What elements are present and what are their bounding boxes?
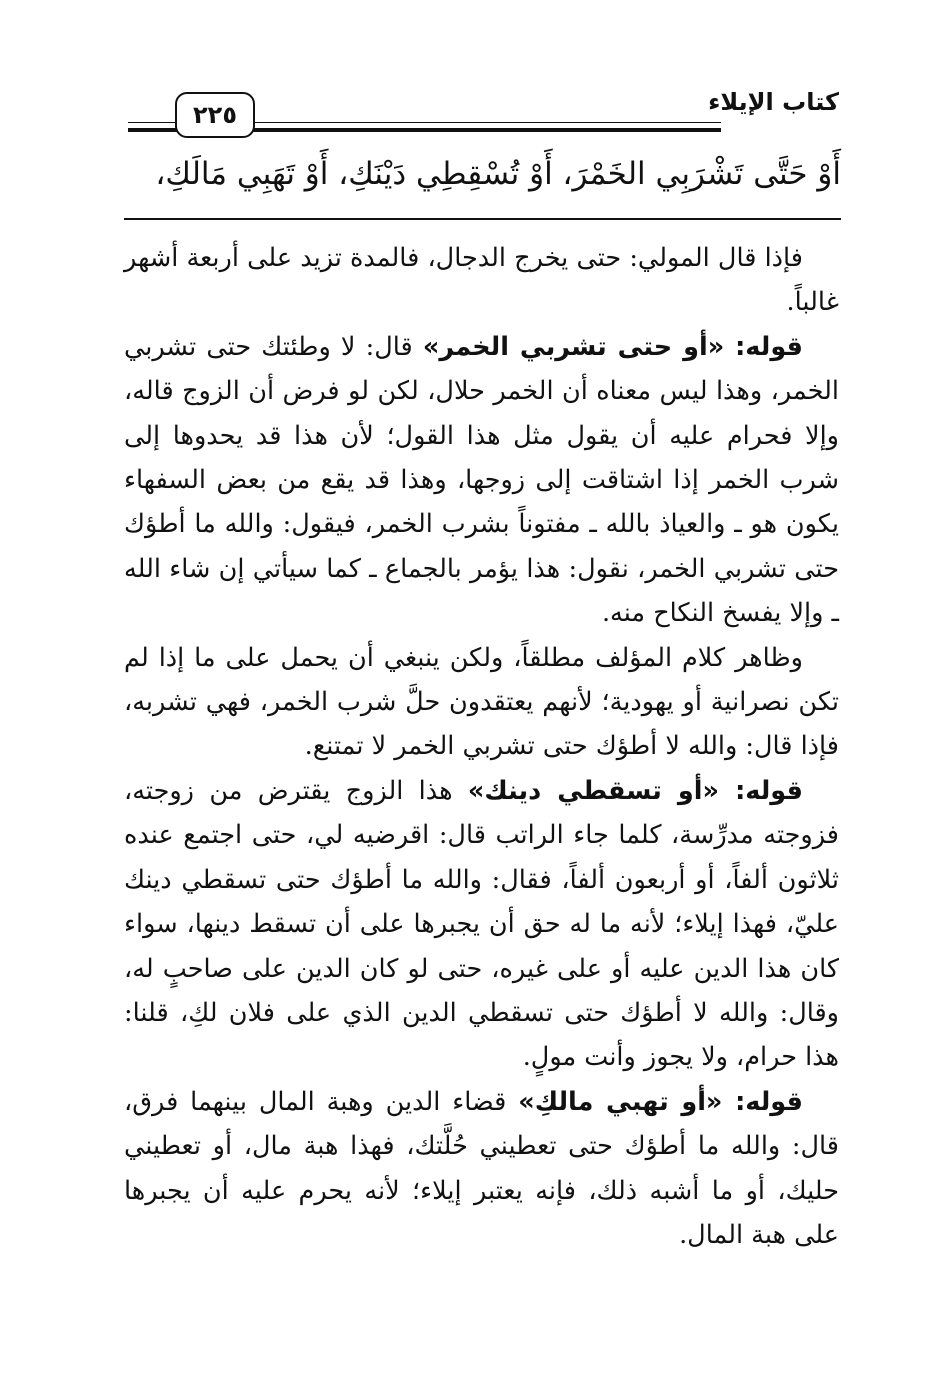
paragraph	[124, 325, 839, 636]
paragraph-text: قضاء الدين وهبة المال بينهما فرق، قال: والله ما أطؤك حتى تعطيني حُلَّتك، فهذا هبة مال، أو تعطيني حليك، أو ما أشبه ذلك، فإنه يعتبر إيلاء؛ لأنه يحرم عليه أن يجبرها على هبة المال.	[124, 1086, 839, 1250]
paragraph	[124, 636, 839, 769]
page-number: ٢٢٥	[175, 92, 255, 138]
paragraph-text: وظاهر كلام المؤلف مطلقاً، ولكن ينبغي أن يحمل على ما إذا لم تكن نصرانية أو يهودية؛ لأنهم يعتقدون حلَّ شرب الخمر، فهي تشربه، فإذا قال: والله لا أطؤك حتى تشربي الخمر لا تمتنع.	[124, 642, 839, 762]
matn-divider	[124, 218, 841, 220]
page-header	[128, 84, 839, 134]
paragraph-text: هذا الزوج يقترض من زوجته، فزوجته مدرِّسة، كلما جاء الراتب قال: اقرضيه لي، حتى اجتمع عنده ثلاثون ألفاً، أو أربعون ألفاً، فقال: والله ما أطؤك حتى تسقطي دينك عليّ، فهذا إيلاء؛ لأنه ما له حق أن يجبرها على أن تسقط دينها، سواء كان هذا الدين عليه أو على غيره، حتى لو كان الدين على صاحبٍ له، وقال: والله لا أطؤك حتى تسقطي الدين الذي على فلان لكِ، قلنا: هذا حرام، ولا يجوز وأنت مولٍ.	[124, 775, 839, 1073]
paragraph	[124, 769, 839, 1080]
paragraph-text: فإذا قال المولي: حتى يخرج الدجال، فالمدة تزيد على أربعة أشهر غالباً.	[124, 243, 839, 318]
running-title: كتاب الإيلاء	[708, 88, 839, 116]
paragraph-lead: قوله: «أو حتى تشربي الخمر»	[422, 331, 804, 362]
paragraph-lead: قوله: «أو تهبي مالكِ»	[518, 1086, 803, 1117]
matn-text: أَوْ حَتَّى تَشْرَبِي الخَمْرَ، أَوْ تُسْقِطِي دَيْنَكِ، أَوْ تَهَبِي مَالَكِ،	[155, 156, 841, 192]
paragraph	[124, 1080, 839, 1258]
paragraph-lead: قوله: «أو تسقطي دينك»	[467, 775, 803, 806]
paragraph	[124, 236, 839, 325]
paragraph-text: قال: لا وطئتك حتى تشربي الخمر، وهذا ليس معناه أن الخمر حلال، لكن لو فرض أن الزوج قاله، وإلا فحرام عليه أن يقول مثل هذا القول؛ لأن هذا قد يحدوها إلى شرب الخمر إذا اشتاقت إلى زوجها، وهذا قد يقع من بعض السفهاء يكون هو ـ والعياذ بالله ـ مفتوناً بشرب الخمر، فيقول: والله ما أطؤك حتى تشربي الخمر، نقول: هذا يؤمر بالجماع ـ كما سيأتي إن شاء الله ـ وإلا يفسخ النكاح منه.	[124, 331, 839, 629]
commentary	[124, 236, 839, 1257]
